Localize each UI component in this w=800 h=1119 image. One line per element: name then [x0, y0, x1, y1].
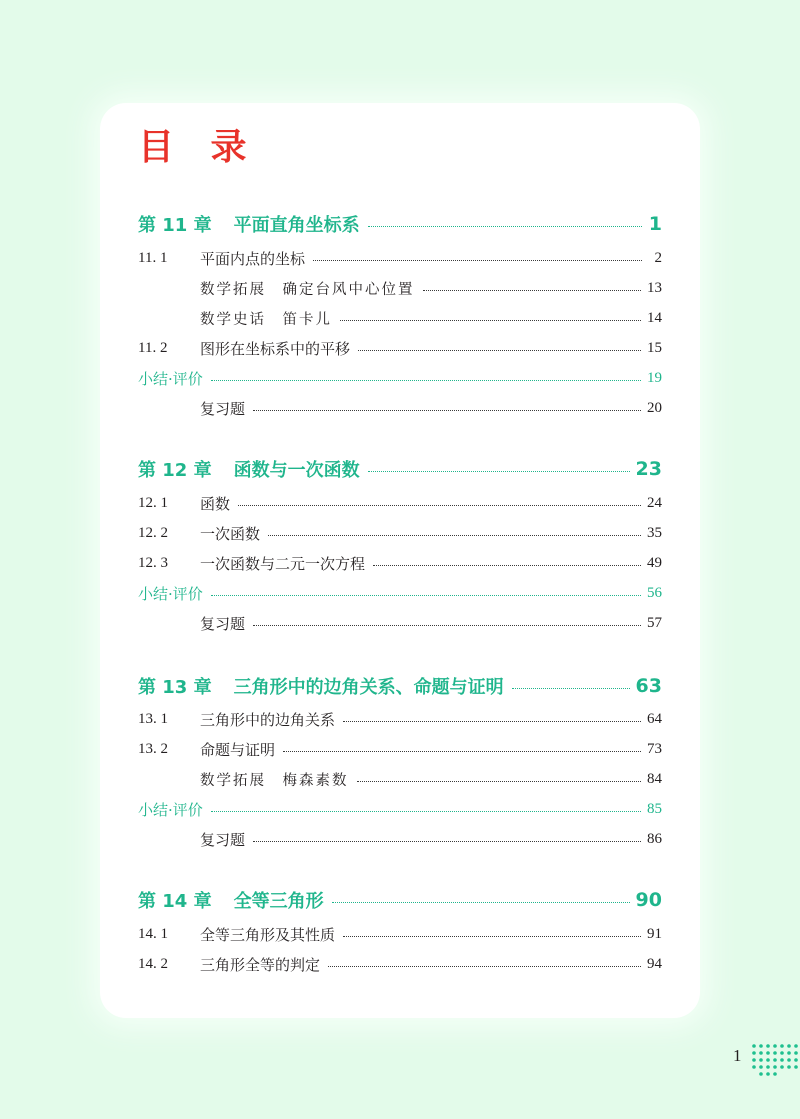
dot-leader: [358, 350, 641, 351]
subentry-title: 数学拓展 确定台风中心位置: [200, 281, 415, 298]
section-title: 三角形全等的判定: [200, 955, 321, 974]
dot-leader: [373, 565, 641, 566]
section-page: 91: [647, 925, 662, 942]
section-number: 12. 2: [138, 524, 168, 541]
chapter-page: 63: [635, 675, 662, 697]
dot-leader: [253, 841, 641, 842]
chapter-label: 第 11 章 平面直角坐标系: [138, 215, 360, 236]
toc-chapter-12[interactable]: [138, 457, 662, 481]
section-page: 64: [647, 710, 662, 727]
subentry-page: 13: [647, 279, 662, 296]
toc-subentry[interactable]: [138, 276, 662, 300]
section-page: 94: [647, 955, 662, 972]
dot-leader: [253, 410, 641, 411]
toc-entry[interactable]: [138, 737, 662, 761]
chapter-label: 第 13 章 三角形中的边角关系、命题与证明: [138, 677, 504, 698]
chapter-page: 90: [635, 889, 662, 911]
summary-page: 85: [647, 800, 662, 817]
section-title: 全等三角形及其性质: [200, 925, 336, 944]
chapter-label: 第 14 章 全等三角形: [138, 891, 324, 912]
review-title: 复习题: [200, 830, 246, 849]
toc-subentry[interactable]: [138, 767, 662, 791]
section-title: 平面内点的坐标: [200, 249, 306, 268]
summary-title: 小结·评价: [138, 369, 203, 388]
chapter-page: 1: [648, 213, 662, 235]
toc-chapter-14[interactable]: [138, 888, 662, 912]
dot-leader: [512, 688, 630, 689]
dot-leader: [343, 721, 641, 722]
review-page: 20: [647, 399, 662, 416]
section-number: 14. 1: [138, 925, 168, 942]
subentry-page: 14: [647, 309, 662, 326]
section-number: 12. 3: [138, 554, 168, 571]
dot-leader: [423, 290, 642, 291]
toc-entry[interactable]: [138, 707, 662, 731]
summary-page: 56: [647, 584, 662, 601]
toc-title: 目 录: [138, 127, 259, 168]
summary-title: 小结·评价: [138, 584, 203, 603]
section-title: 三角形中的边角关系: [200, 710, 336, 729]
section-title: 一次函数与二元一次方程: [200, 554, 366, 573]
dot-leader: [211, 811, 641, 812]
subentry-title: 数学拓展 梅森素数: [200, 772, 349, 789]
dot-leader: [340, 320, 641, 321]
section-page: 35: [647, 524, 662, 541]
review-title: 复习题: [200, 614, 246, 633]
subentry-page: 84: [647, 770, 662, 787]
dot-leader: [332, 902, 630, 903]
dot-leader: [343, 936, 641, 937]
toc-chapter-13[interactable]: [138, 674, 662, 698]
dot-leader: [283, 751, 641, 752]
summary-title: 小结·评价: [138, 800, 203, 819]
chapter-page: 23: [635, 458, 662, 480]
toc-entry[interactable]: [138, 336, 662, 360]
section-number: 12. 1: [138, 494, 168, 511]
dot-leader: [211, 595, 641, 596]
dot-leader: [357, 781, 642, 782]
section-number: 13. 2: [138, 740, 168, 757]
section-number: 11. 1: [138, 249, 168, 266]
section-page: 24: [647, 494, 662, 511]
dot-leader: [368, 226, 642, 227]
toc-summary[interactable]: [138, 797, 662, 821]
review-title: 复习题: [200, 399, 246, 418]
toc-review[interactable]: [138, 396, 662, 420]
toc-chapter-11[interactable]: [138, 212, 662, 236]
subentry-title: 数学史话 笛卡儿: [200, 311, 332, 328]
toc-summary[interactable]: [138, 581, 662, 605]
review-page: 86: [647, 830, 662, 847]
section-page: 73: [647, 740, 662, 757]
dot-leader: [211, 380, 641, 381]
summary-page: 19: [647, 369, 662, 386]
section-number: 11. 2: [138, 339, 168, 356]
dot-leader: [268, 535, 641, 536]
toc-summary[interactable]: [138, 366, 662, 390]
dot-leader: [368, 471, 630, 472]
toc-entry[interactable]: [138, 952, 662, 976]
toc-entry[interactable]: [138, 521, 662, 545]
toc-entry[interactable]: [138, 491, 662, 515]
dot-leader: [313, 260, 642, 261]
section-number: 14. 2: [138, 955, 168, 972]
section-page: 15: [647, 339, 662, 356]
toc-review[interactable]: [138, 827, 662, 851]
review-page: 57: [647, 614, 662, 631]
section-title: 图形在坐标系中的平移: [200, 339, 351, 358]
section-page: 49: [647, 554, 662, 571]
section-title: 命题与证明: [200, 740, 276, 759]
dot-leader: [238, 505, 641, 506]
toc-entry[interactable]: [138, 551, 662, 575]
dot-leader: [253, 625, 641, 626]
toc-subentry[interactable]: [138, 306, 662, 330]
page-number: 1: [733, 1046, 742, 1065]
section-title: 函数: [200, 494, 231, 513]
dot-leader: [328, 966, 641, 967]
toc-entry[interactable]: [138, 246, 662, 270]
section-page: 2: [654, 249, 662, 266]
section-title: 一次函数: [200, 524, 261, 543]
chapter-label: 第 12 章 函数与一次函数: [138, 460, 360, 481]
toc-entry[interactable]: [138, 922, 662, 946]
toc-review[interactable]: [138, 611, 662, 635]
section-number: 13. 1: [138, 710, 168, 727]
dot-grid-decoration-icon: [750, 1042, 800, 1076]
